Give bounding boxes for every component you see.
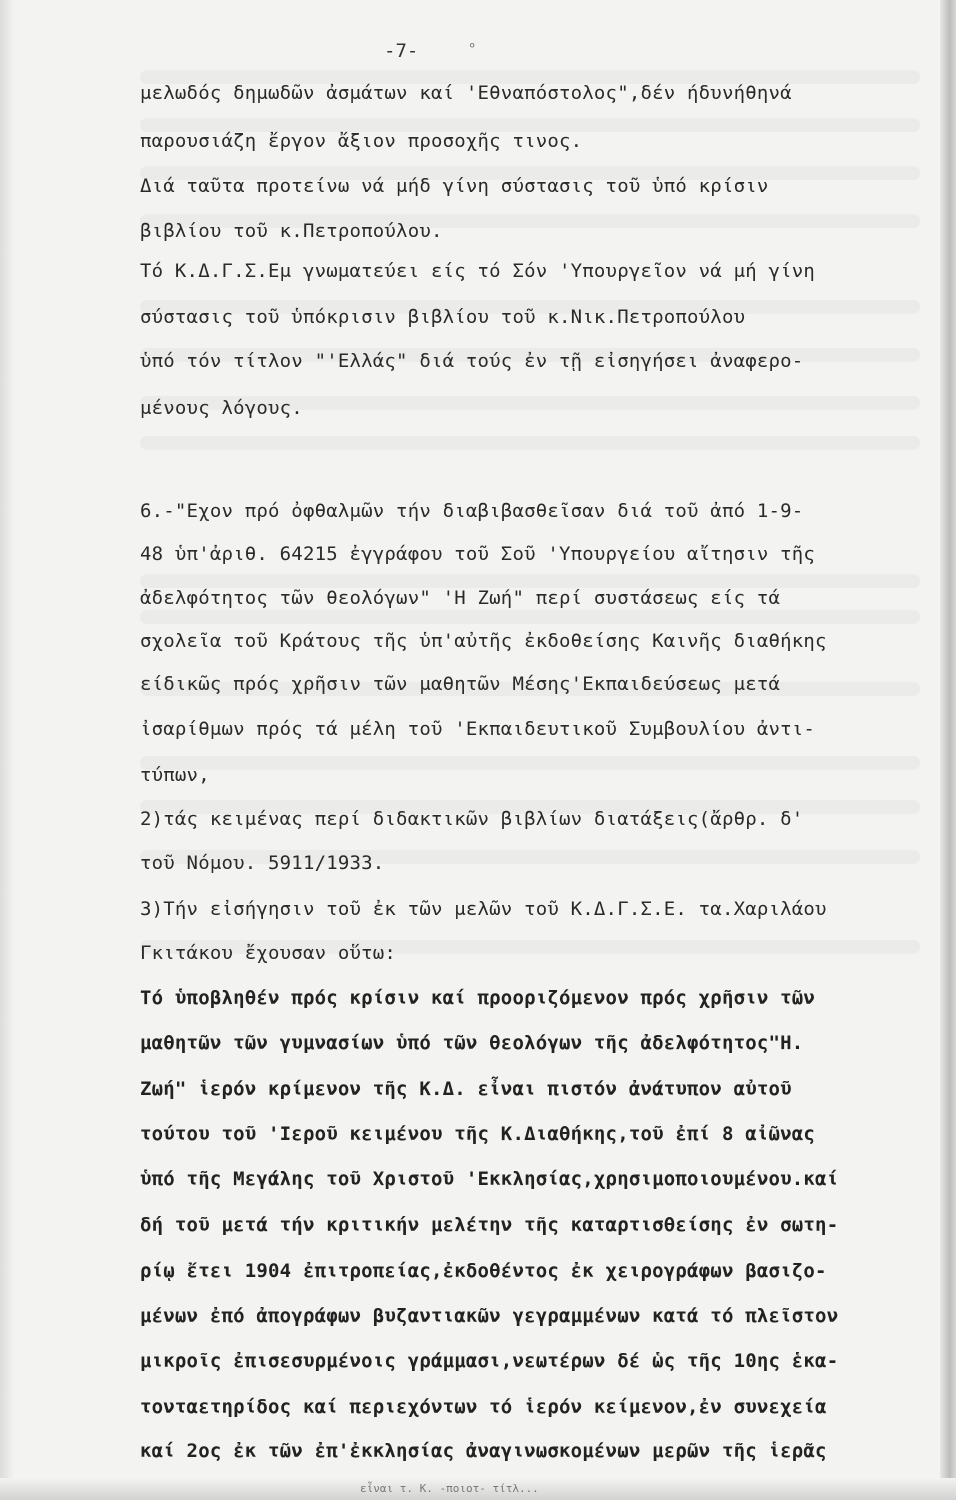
page-left-shadow [0, 0, 14, 1500]
text-line: τούτου τοῦ 'Ιεροῦ κειμένου τῆς Κ.Διαθήκης,τοῦ ἐπί 8 αἰῶνας [140, 1123, 816, 1145]
bleed-through [140, 574, 920, 588]
text-line: μένων ἐπό ἀπογράφων βυζαντιακῶν γεγραμμένων κατά τό πλεῖστον [140, 1305, 839, 1327]
text-line: ρίῳ ἔτει 1904 ἐπιτροπείας,ἐκδοθέντος ἐκ χειρογράφων βασιζο- [140, 1260, 827, 1282]
text-line: ὑπό τόν τίτλον "'Ελλάς" διά τούς ἐν τῇ εἰσηγήσει ἀναφερο- [140, 350, 804, 372]
text-line: Τό ὑποβληθέν πρός κρίσιν καί προοριζόμενον πρός χρῆσιν τῶν [140, 987, 816, 1009]
text-line: τύπων, [140, 764, 210, 786]
text-line: σύστασις τοῦ ὑπόκρισιν βιβλίου τοῦ κ.Νικ.Πετροπούλου [140, 306, 746, 328]
page-number: -7- [384, 40, 419, 62]
text-line: ἰσαρίθμων πρός τά μέλη τοῦ 'Εκπαιδευτικοῦ Συμβουλίου ἀντι- [140, 718, 816, 740]
text-line: ὑπό τῆς Μεγάλης τοῦ Χριστοῦ 'Εκκλησίας,χρησιμοποιουμένου.καί [140, 1168, 839, 1190]
text-line: τονταετηρίδος καί περιεχόντων τό ἱερόν κείμενον,ἐν συνεχεία [140, 1396, 827, 1418]
text-line: Τό Κ.Δ.Γ.Σ.Εμ γνωματεύει είς τό Σόν 'Υπουργεῖον νά μή γίνη [140, 260, 816, 282]
text-line: μικροῖς ἐπισεσυρμένοις γράμμασι,νεωτέρων δέ ὡς τῆς 10ης ἑκα- [140, 1350, 839, 1372]
text-line: Διά ταῦτα προτείνω νά μήδ γίνη σύστασις τοῦ ὑπό κρίσιν [140, 175, 769, 197]
corner-mark: ᵒ [468, 40, 477, 56]
text-line: βιβλίου τοῦ κ.Πετροπούλου. [140, 220, 443, 242]
text-line: 48 ὑπ'ἀριθ. 64215 ἐγγράφου τοῦ Σοῦ 'Υπουργείου αἴτησιν τῆς [140, 543, 816, 565]
text-line: Γκιτάκου ἔχουσαν οὕτω: [140, 942, 397, 964]
page-right-edge [940, 0, 956, 1500]
text-line: καί 2ος ἐκ τῶν ἐπ'ἐκκλησίας ἀναγινωσκομένων μερῶν τῆς ἱερᾶς [140, 1440, 827, 1462]
text-line: 2)τάς κειμένας περί διδακτικῶν βιβλίων διατάξεις(ἄρθρ. δ' [140, 808, 804, 830]
text-line: σχολεῖα τοῦ Κράτους τῆς ὑπ'αὐτῆς ἐκδοθείσης Καινῆς διαθήκης [140, 630, 827, 652]
text-line: 3)Τήν εἰσήγησιν τοῦ ἐκ τῶν μελῶν τοῦ Κ.Δ.Γ.Σ.Ε. τα.Χαριλάου [140, 898, 827, 920]
text-line: τοῦ Νόμου. 5911/1933. [140, 852, 385, 874]
text-line: 6.-"Εχον πρό ὀφθαλμῶν τήν διαβιβασθεῖσαν διά τοῦ ἀπό 1-9- [140, 500, 804, 522]
footer-text: εἶναι τ. Κ. -ποιοτ- τίτλ... [360, 1482, 539, 1495]
text-line: δή τοῦ μετά τήν κριτικήν μελέτην τῆς καταρτισθείσης ἐν σωτη- [140, 1214, 839, 1236]
text-line: μένους λόγους. [140, 397, 303, 419]
bleed-through [140, 436, 920, 450]
text-line: μαθητῶν τῶν γυμνασίων ὑπό τῶν θεολόγων τῆς ἀδελφότητος"Η. [140, 1032, 804, 1054]
text-line: Ζωή" ἱερόν κρίμενον τῆς Κ.Δ. εἶναι πιστόν ἀνάτυπον αὐτοῦ [140, 1078, 792, 1100]
text-line: είδικῶς πρός χρῆσιν τῶν μαθητῶν Μέσης'Εκπαιδεύσεως μετά [140, 673, 781, 695]
bleed-through [140, 756, 920, 770]
text-line: μελωδός δημωδῶν ἀσμάτων καί 'Εθναπόστολος",δέν ήδυνήθηνά [140, 82, 792, 104]
bleed-through [140, 610, 920, 624]
text-line: παρουσιάζη ἔργον ἄξιον προσοχῆς τινος. [140, 130, 583, 152]
text-line: ἀδελφότητος τῶν θεολόγων" 'Η Ζωή" περί συστάσεως είς τά [140, 587, 781, 609]
